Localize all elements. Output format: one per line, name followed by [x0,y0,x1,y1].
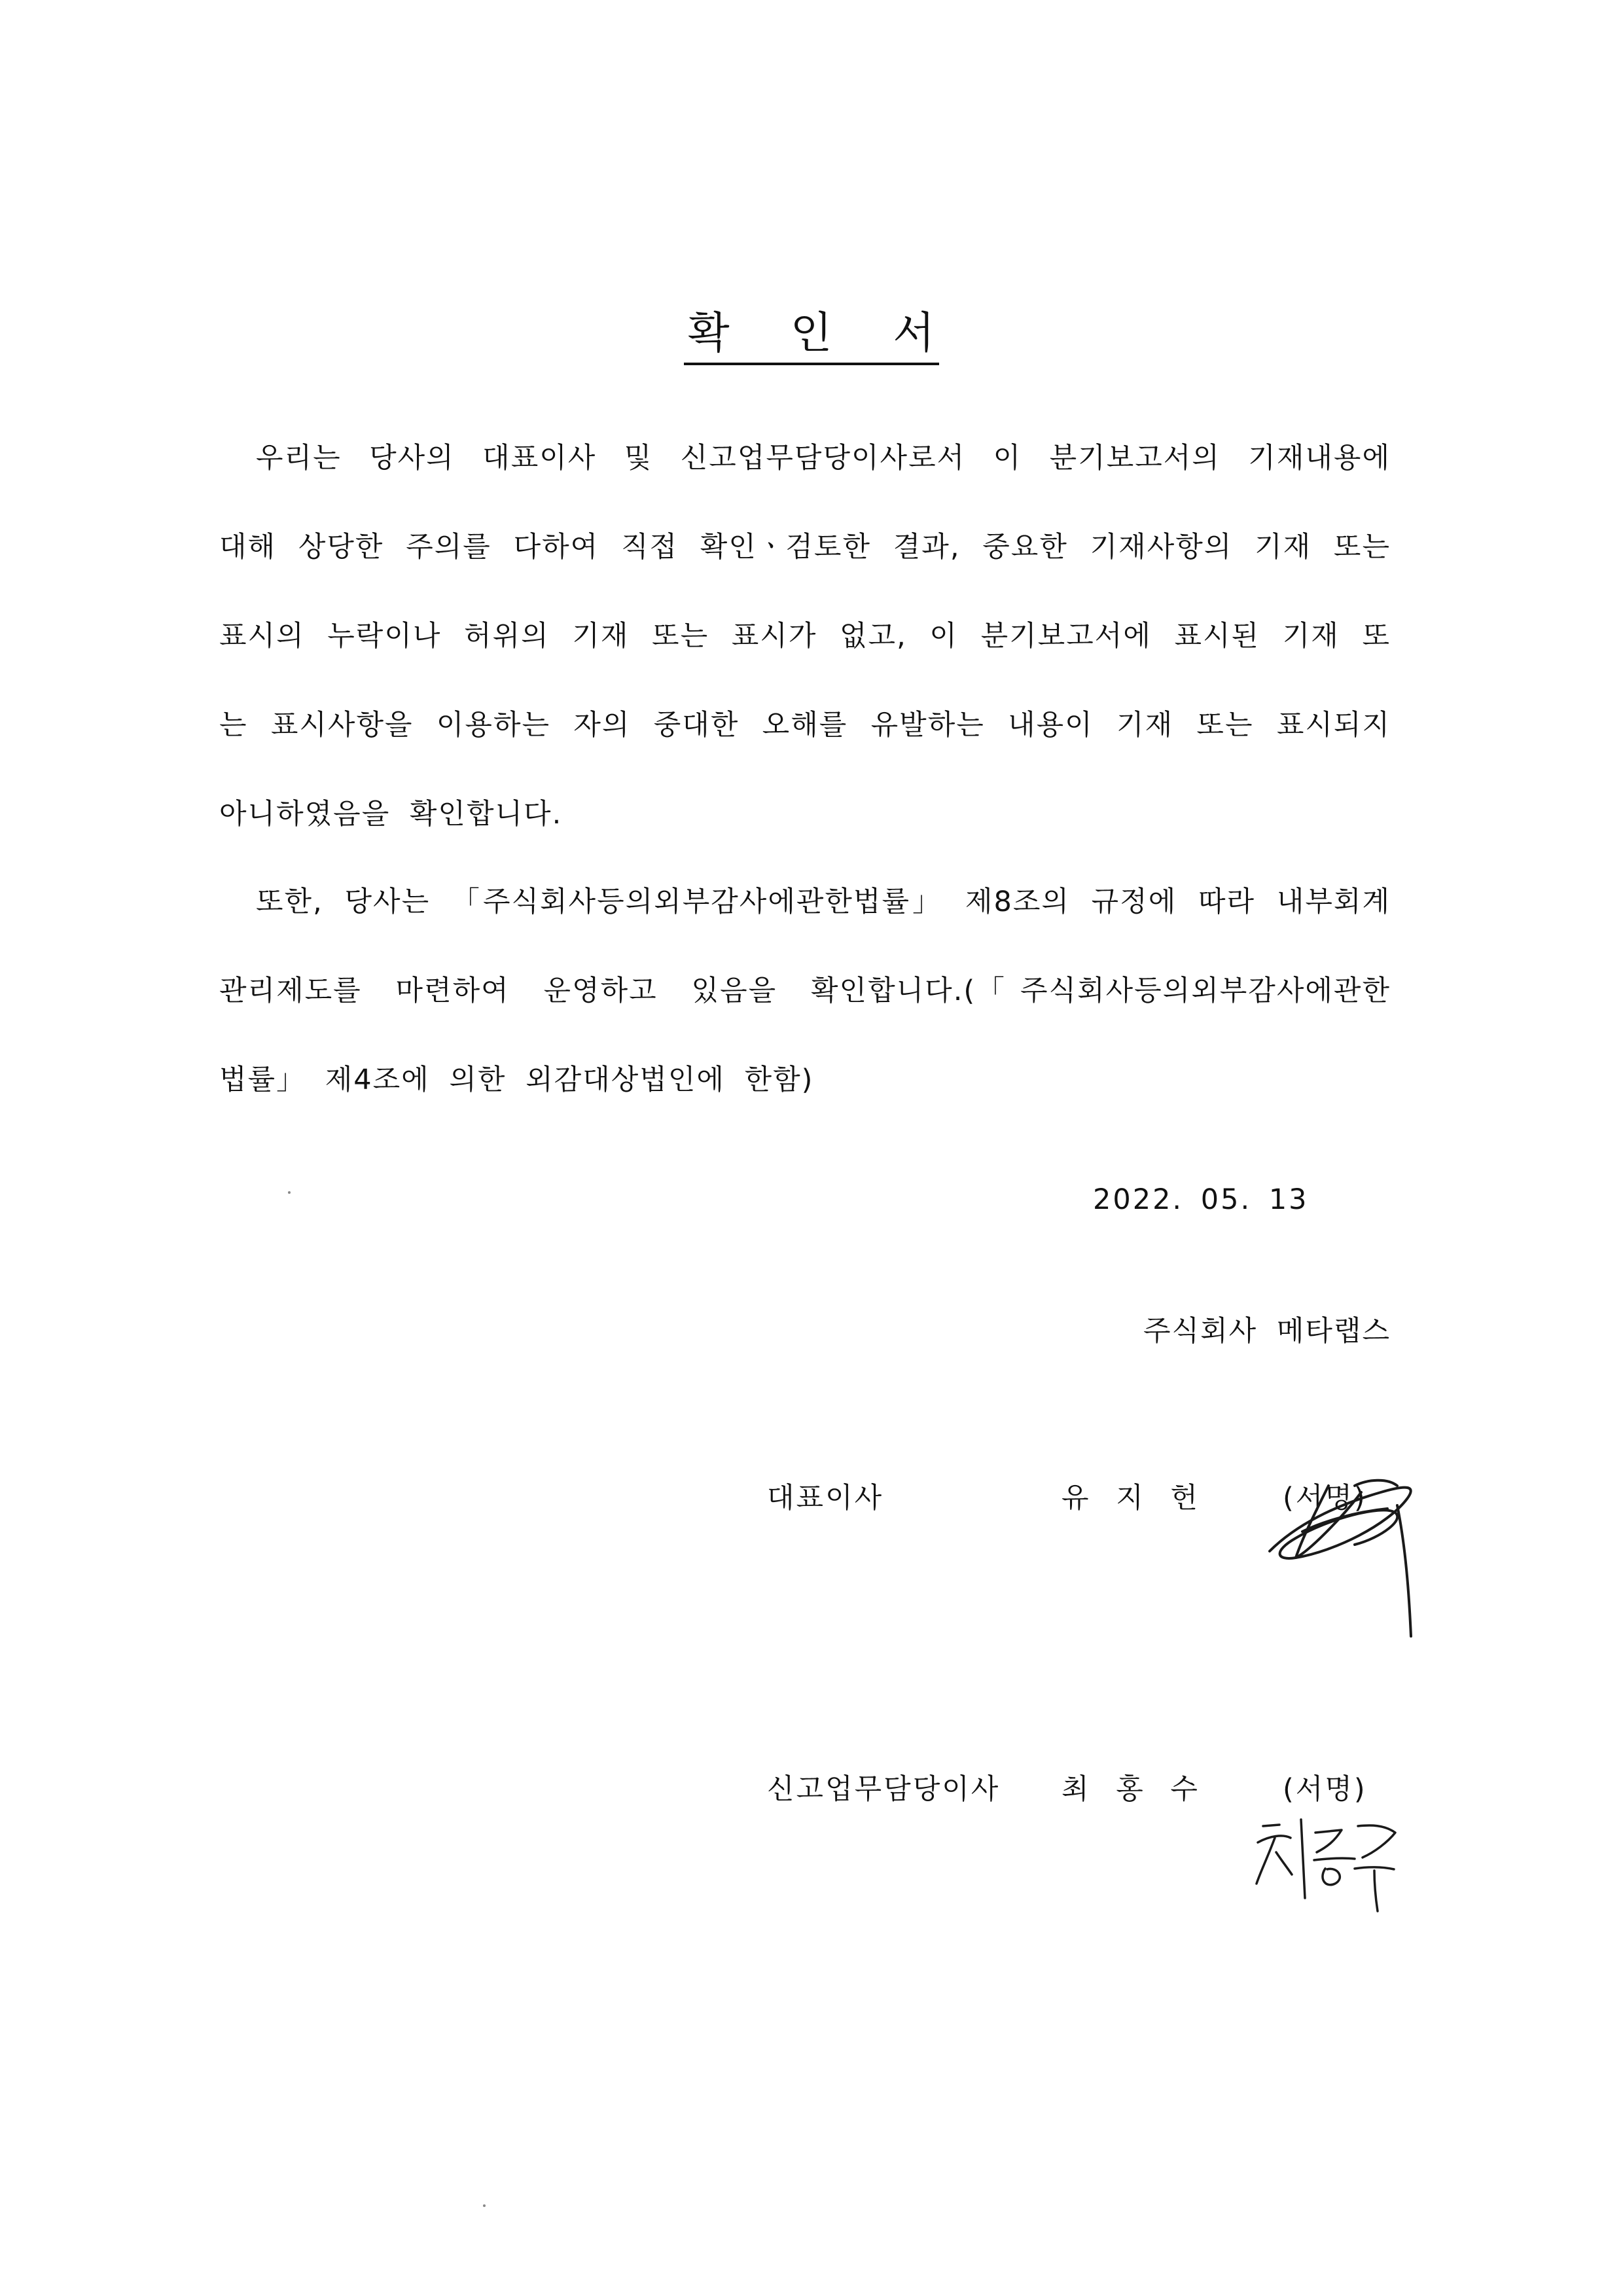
signatory-role: 신고업무담당이사 [767,1773,1001,1806]
paragraph-line: 표시의 누락이나 허위의 기재 또는 표시가 없고, 이 분기보고서에 표시된 기재 또 [219,620,1391,653]
signature-label: (서명) [1283,1482,1367,1515]
scan-speck [483,2204,486,2207]
signatory-name: 최 홍 수 [1061,1773,1200,1806]
handwritten-signature-ceo [1257,1446,1427,1643]
signature-label: (서명) [1283,1773,1367,1806]
paragraph-line: 우리는 당사의 대표이사 및 신고업무담당이사로서 이 분기보고서의 기재내용에 [256,442,1391,475]
paragraph-line: 법률」 제4조에 의한 외감대상법인에 한함) [219,1064,814,1096]
paragraph-line: 아니하였음을 확인합니다. [219,798,563,831]
signatory-name: 유 지 헌 [1061,1482,1200,1515]
paragraph-line: 또한, 당사는 「주식회사등의외부감사에관한법률」 제8조의 규정에 따라 내부회계 [256,886,1391,918]
company-name: 주식회사 메타랩스 [1143,1315,1391,1348]
signatory-role: 대표이사 [767,1482,884,1515]
signatory-row-disclosure-officer [0,1767,1623,1806]
handwritten-signature-director [1243,1806,1400,1918]
paragraph-line: 대해 상당한 주의를 다하여 직접 확인ㆍ검토한 결과, 중요한 기재사항의 기재 또는 [219,531,1391,564]
scan-speck [288,1191,291,1194]
paragraph-line: 는 표시사항을 이용하는 자의 중대한 오해를 유발하는 내용이 기재 또는 표시되지 [219,709,1391,742]
internal-control-paragraph [219,857,1391,1124]
confirmation-paragraph [219,414,1391,859]
document-title [0,298,1623,365]
document-date: 2022. 05. 13 [1093,1183,1309,1216]
paragraph-line: 관리제도를 마련하여 운영하고 있음을 확인합니다.(「주식회사등의외부감사에관한 [219,975,1391,1007]
title-text: 확 인 서 [684,298,939,365]
